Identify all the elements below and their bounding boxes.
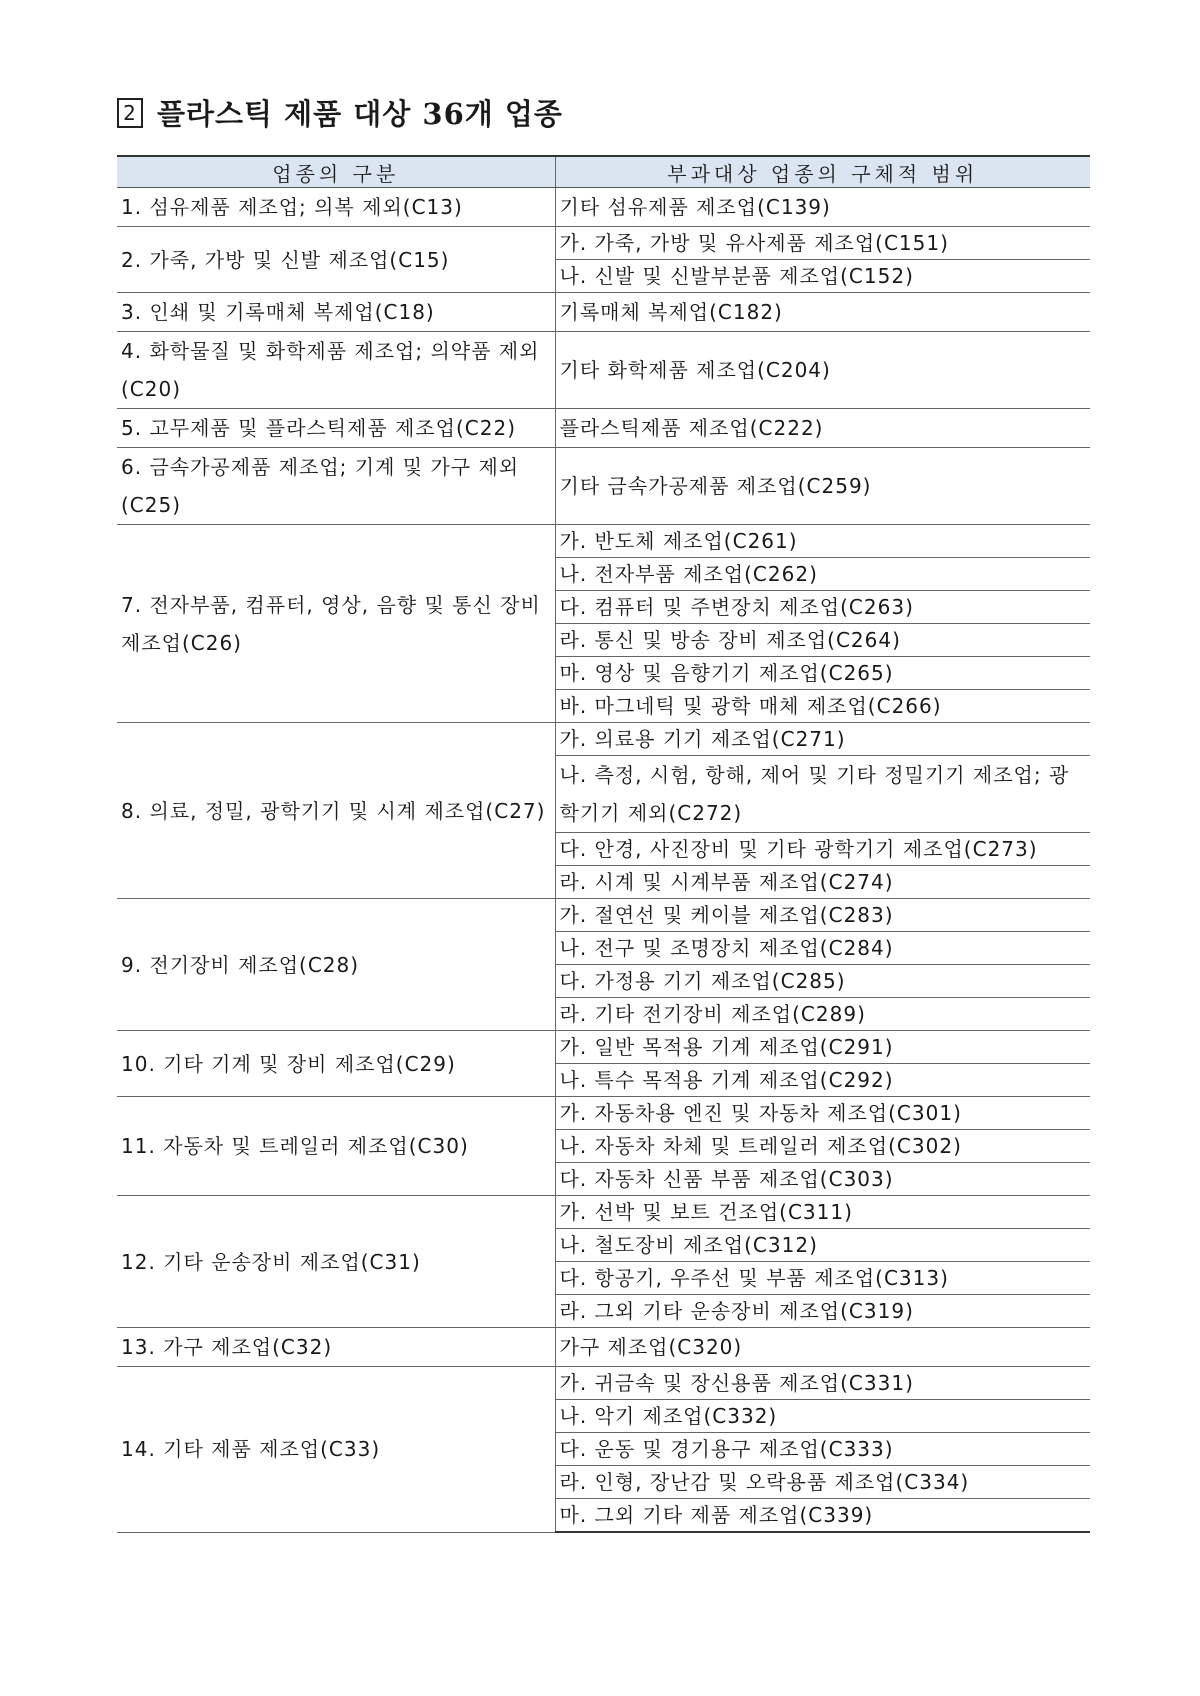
scope-cell: 플라스틱제품 제조업(C222): [555, 409, 1090, 448]
table-row: [117, 227, 1090, 260]
category-cell: 5. 고무제품 및 플라스틱제품 제조업(C22): [117, 409, 555, 448]
scope-cell: 다. 안경, 사진장비 및 기타 광학기기 제조업(C273): [555, 833, 1090, 866]
scope-cell: 가. 선박 및 보트 건조업(C311): [555, 1196, 1090, 1229]
category-cell: 14. 기타 제품 제조업(C33): [117, 1367, 555, 1533]
scope-cell: 가. 일반 목적용 기계 제조업(C291): [555, 1031, 1090, 1064]
table-row: [117, 1328, 1090, 1367]
table-header-row: [117, 156, 1090, 188]
scope-cell: 가. 자동차용 엔진 및 자동차 제조업(C301): [555, 1097, 1090, 1130]
category-cell: 8. 의료, 정밀, 광학기기 및 시계 제조업(C27): [117, 723, 555, 899]
scope-cell: 가. 반도체 제조업(C261): [555, 525, 1090, 558]
scope-cell: 라. 인형, 장난감 및 오락용품 제조업(C334): [555, 1466, 1090, 1499]
scope-cell: 가구 제조업(C320): [555, 1328, 1090, 1367]
category-cell: 6. 금속가공제품 제조업; 기계 및 가구 제외(C25): [117, 448, 555, 525]
scope-cell: 기록매체 복제업(C182): [555, 293, 1090, 332]
category-cell: 13. 가구 제조업(C32): [117, 1328, 555, 1367]
table-row: [117, 1097, 1090, 1130]
scope-cell: 나. 자동차 차체 및 트레일러 제조업(C302): [555, 1130, 1090, 1163]
table-row: [117, 899, 1090, 932]
section-title-text: 플라스틱 제품 대상 36개 업종: [157, 97, 563, 131]
industry-table: [117, 155, 1090, 1533]
table-row: [117, 1031, 1090, 1064]
table-row: [117, 525, 1090, 558]
scope-cell: 다. 운동 및 경기용구 제조업(C333): [555, 1433, 1090, 1466]
category-cell: 12. 기타 운송장비 제조업(C31): [117, 1196, 555, 1328]
scope-cell: 나. 전자부품 제조업(C262): [555, 558, 1090, 591]
category-cell: 4. 화학물질 및 화학제품 제조업; 의약품 제외(C20): [117, 332, 555, 409]
scope-cell: 다. 자동차 신품 부품 제조업(C303): [555, 1163, 1090, 1196]
category-cell: 2. 가죽, 가방 및 신발 제조업(C15): [117, 227, 555, 293]
scope-cell: 바. 마그네틱 및 광학 매체 제조업(C266): [555, 690, 1090, 723]
scope-cell: 나. 악기 제조업(C332): [555, 1400, 1090, 1433]
table-row: [117, 448, 1090, 525]
header-category: 업종의 구분: [117, 156, 555, 188]
category-cell: 3. 인쇄 및 기록매체 복제업(C18): [117, 293, 555, 332]
scope-cell: 라. 기타 전기장비 제조업(C289): [555, 998, 1090, 1031]
category-cell: 9. 전기장비 제조업(C28): [117, 899, 555, 1031]
table-row: [117, 332, 1090, 409]
table-row: [117, 1196, 1090, 1229]
section-number-box: 2: [117, 98, 143, 128]
scope-cell: 라. 그외 기타 운송장비 제조업(C319): [555, 1295, 1090, 1328]
scope-cell: 다. 가정용 기기 제조업(C285): [555, 965, 1090, 998]
scope-cell: 기타 섬유제품 제조업(C139): [555, 188, 1090, 227]
scope-cell: 마. 그외 기타 제품 제조업(C339): [555, 1499, 1090, 1533]
category-cell: 10. 기타 기계 및 장비 제조업(C29): [117, 1031, 555, 1097]
scope-cell: 나. 전구 및 조명장치 제조업(C284): [555, 932, 1090, 965]
category-cell: 7. 전자부품, 컴퓨터, 영상, 음향 및 통신 장비 제조업(C26): [117, 525, 555, 723]
scope-cell: 나. 측정, 시험, 항해, 제어 및 기타 정밀기기 제조업; 광학기기 제외(C272): [555, 756, 1090, 833]
scope-cell: 나. 특수 목적용 기계 제조업(C292): [555, 1064, 1090, 1097]
table-row: [117, 723, 1090, 756]
table-row: [117, 188, 1090, 227]
category-cell: 11. 자동차 및 트레일러 제조업(C30): [117, 1097, 555, 1196]
scope-cell: 나. 신발 및 신발부분품 제조업(C152): [555, 260, 1090, 293]
table-row: [117, 409, 1090, 448]
scope-cell: 가. 절연선 및 케이블 제조업(C283): [555, 899, 1090, 932]
category-cell: 1. 섬유제품 제조업; 의복 제외(C13): [117, 188, 555, 227]
scope-cell: 다. 항공기, 우주선 및 부품 제조업(C313): [555, 1262, 1090, 1295]
scope-cell: 나. 철도장비 제조업(C312): [555, 1229, 1090, 1262]
scope-cell: 기타 화학제품 제조업(C204): [555, 332, 1090, 409]
scope-cell: 라. 통신 및 방송 장비 제조업(C264): [555, 624, 1090, 657]
table-row: [117, 293, 1090, 332]
scope-cell: 가. 의료용 기기 제조업(C271): [555, 723, 1090, 756]
table-body: [117, 188, 1090, 1533]
scope-cell: 마. 영상 및 음향기기 제조업(C265): [555, 657, 1090, 690]
scope-cell: 가. 귀금속 및 장신용품 제조업(C331): [555, 1367, 1090, 1400]
section-title: [117, 92, 563, 133]
scope-cell: 가. 가죽, 가방 및 유사제품 제조업(C151): [555, 227, 1090, 260]
scope-cell: 기타 금속가공제품 제조업(C259): [555, 448, 1090, 525]
scope-cell: 라. 시계 및 시계부품 제조업(C274): [555, 866, 1090, 899]
table-row: [117, 1367, 1090, 1400]
header-scope: 부과대상 업종의 구체적 범위: [555, 156, 1090, 188]
scope-cell: 다. 컴퓨터 및 주변장치 제조업(C263): [555, 591, 1090, 624]
